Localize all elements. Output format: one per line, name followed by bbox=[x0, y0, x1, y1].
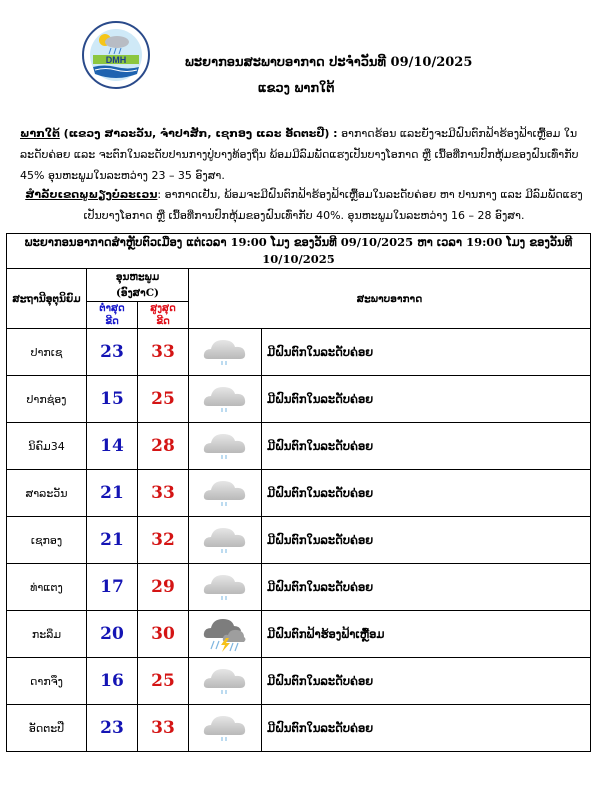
max-temp: 32 bbox=[138, 517, 189, 564]
max-temp: 30 bbox=[138, 611, 189, 658]
table-row bbox=[7, 658, 591, 705]
weather-condition: ມີຝົນຕົກໃນລະດັບຄ່ອຍ bbox=[262, 376, 591, 423]
light-rain-cloud-icon bbox=[200, 671, 250, 690]
min-temp: 23 bbox=[87, 705, 138, 752]
station-name: ກະລຶມ bbox=[7, 611, 87, 658]
weather-icon-cell bbox=[189, 705, 262, 752]
light-rain-cloud-icon bbox=[200, 577, 250, 596]
max-temp: 28 bbox=[138, 423, 189, 470]
station-name: ດາກຈຶງ bbox=[7, 658, 87, 705]
south-provinces: (ແຂວງ ສາລະວັນ, ຈຳປາສັກ, ເຊກອງ ແລະ ອັດຕະປື) : bbox=[59, 127, 338, 140]
south-summary bbox=[20, 123, 588, 186]
station-name: ທ່າແຕງ bbox=[7, 564, 87, 611]
weather-condition: ມີຝົນຕົກໃນລະດັບຄ່ອຍ bbox=[262, 705, 591, 752]
max-temp: 33 bbox=[138, 705, 189, 752]
thunderstorm-icon bbox=[200, 624, 250, 643]
max-temp: 29 bbox=[138, 564, 189, 611]
table-title: ພະຍາກອນອາກາດສຳຫຼັບຕົວເມືອງ ແຕ່ເວລາ 19:00 ໂມງ ຂອງວັນທີ 09/10/2025 ຫາ ເວລາ 19:00 ໂມງ ຂອງວັນທີ 10/10/2025 bbox=[7, 234, 591, 269]
min-temp: 14 bbox=[87, 423, 138, 470]
weather-icon-cell bbox=[189, 376, 262, 423]
light-rain-cloud-icon bbox=[200, 436, 250, 455]
table-row bbox=[7, 329, 591, 376]
south-text: ອາກາດຮ້ອນ ແລະຍັງຈະມີຝົນຕົກຟ້າຮ້ອງຟ້າເຫຼື້ອມ ໃນລະດັບຄ່ອຍ ແລະ ຈະຕົກໃນລະດັບປານກາງປູ່ບາງທ້ອງຖິ່ນ ພ້ອມມີລົມພັດແຮງເປັນບາງໂອກາດ ຫຼື ເນື້ອທີ່ການປົກຫຸ້ມຂອງຝົນເທົ່າກັບ 45% ອຸນຫະພູມໃນລະຫວ່າງ 23 – 35 ອົງສາ. bbox=[20, 127, 579, 182]
plateau-lead: ສຳລັບເຂດພູພຽງບໍລະເວນ bbox=[25, 188, 158, 201]
min-temp: 21 bbox=[87, 517, 138, 564]
forecast-table bbox=[6, 233, 591, 752]
min-temp: 15 bbox=[87, 376, 138, 423]
south-lead: ພາກໃຕ້ bbox=[20, 127, 60, 140]
light-rain-cloud-icon bbox=[200, 342, 250, 361]
max-temp: 25 bbox=[138, 658, 189, 705]
station-name: ອັດຕະປື bbox=[7, 705, 87, 752]
light-rain-cloud-icon bbox=[200, 530, 250, 549]
col-max-header: ສູງສຸດ ຂີດ bbox=[138, 302, 189, 329]
table-row bbox=[7, 423, 591, 470]
max-temp: 33 bbox=[138, 329, 189, 376]
page-title: ພະຍາກອນສະພາບອາກາດ ປະຈຳວັນທີ 09/10/2025 bbox=[185, 55, 473, 70]
weather-icon-cell bbox=[189, 611, 262, 658]
weather-icon-cell bbox=[189, 329, 262, 376]
col-temp-header: ອຸນຫະພູມ (ອົງສາC) bbox=[87, 269, 189, 302]
station-name: ນິຄົມ34 bbox=[7, 423, 87, 470]
dmh-logo bbox=[81, 20, 151, 90]
plateau-summary bbox=[20, 184, 588, 226]
weather-condition: ມີຝົນຕົກຟ້າຮ້ອງຟ້າເຫຼື້ອມ bbox=[262, 611, 591, 658]
weather-icon-cell bbox=[189, 517, 262, 564]
min-temp: 23 bbox=[87, 329, 138, 376]
weather-condition: ມີຝົນຕົກໃນລະດັບຄ່ອຍ bbox=[262, 423, 591, 470]
station-name: ສາລະວັນ bbox=[7, 470, 87, 517]
station-name: ເຊກອງ bbox=[7, 517, 87, 564]
logo-text: DMH bbox=[105, 55, 127, 65]
station-name: ປາກເຊ bbox=[7, 329, 87, 376]
weather-condition: ມີຝົນຕົກໃນລະດັບຄ່ອຍ bbox=[262, 329, 591, 376]
min-temp: 20 bbox=[87, 611, 138, 658]
table-row bbox=[7, 376, 591, 423]
weather-condition: ມີຝົນຕົກໃນລະດັບຄ່ອຍ bbox=[262, 564, 591, 611]
light-rain-cloud-icon bbox=[200, 718, 250, 737]
light-rain-cloud-icon bbox=[200, 483, 250, 502]
weather-icon-cell bbox=[189, 564, 262, 611]
plateau-text: : ອາກາດເຢັນ, ພ້ອມຈະມີຝົນຕົກຟ້າຮ້ອງຟ້າເຫຼື້ອມໃນລະດັບຄ່ອຍ ຫາ ປານກາງ ແລະ ມີລົມພັດແຮງເປັນບາງໂອກາດ ຫຼື ເນື້ອທີ່ການປົກຫຸ້ມຂອງຝົນເທົ່າກັບ 40%. ອຸນຫະພູມໃນລະຫວ່າງ 16 – 28 ອົງສາ. bbox=[83, 188, 583, 222]
table-row bbox=[7, 705, 591, 752]
weather-condition: ມີຝົນຕົກໃນລະດັບຄ່ອຍ bbox=[262, 658, 591, 705]
weather-icon-cell bbox=[189, 658, 262, 705]
col-weather-header: ສະພາບອາກາດ bbox=[189, 269, 591, 329]
table-row bbox=[7, 517, 591, 564]
light-rain-cloud-icon bbox=[200, 389, 250, 408]
min-temp: 17 bbox=[87, 564, 138, 611]
col-min-header: ຕ່ຳສຸດ ຂີດ bbox=[87, 302, 138, 329]
max-temp: 25 bbox=[138, 376, 189, 423]
weather-condition: ມີຝົນຕົກໃນລະດັບຄ່ອຍ bbox=[262, 517, 591, 564]
station-name: ປາກຊ່ອງ bbox=[7, 376, 87, 423]
table-row bbox=[7, 564, 591, 611]
page-subtitle: ແຂວງ ພາກໃຕ້ bbox=[258, 81, 335, 96]
weather-icon-cell bbox=[189, 423, 262, 470]
weather-condition: ມີຝົນຕົກໃນລະດັບຄ່ອຍ bbox=[262, 470, 591, 517]
table-row bbox=[7, 611, 591, 658]
max-temp: 33 bbox=[138, 470, 189, 517]
weather-icon-cell bbox=[189, 470, 262, 517]
col-station-header: ສະຖານີອຸຕຸນິຍົມ bbox=[7, 269, 87, 329]
min-temp: 21 bbox=[87, 470, 138, 517]
table-row bbox=[7, 470, 591, 517]
min-temp: 16 bbox=[87, 658, 138, 705]
